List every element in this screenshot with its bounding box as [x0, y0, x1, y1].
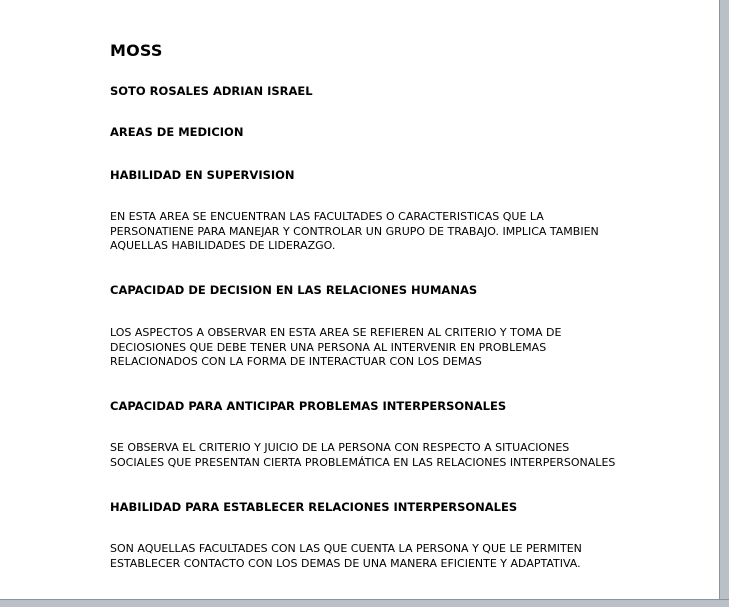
bottom-gutter	[0, 599, 729, 607]
area-description-relationships	[110, 542, 582, 571]
paragraph-line: LOS ASPECTOS A OBSERVAR EN ESTA AREA SE REFIEREN AL CRITERIO Y TOMA DE	[110, 326, 562, 339]
paragraph-line: PERSONATIENE PARA MANEJAR Y CONTROLAR UN GRUPO DE TRABAJO. IMPLICA TAMBIEN	[110, 224, 599, 238]
right-gutter	[719, 0, 729, 607]
author-name: SOTO ROSALES ADRIAN ISRAEL	[110, 84, 313, 98]
section-heading: AREAS DE MEDICION	[110, 125, 244, 139]
paragraph-line: DECIOSIONES QUE DEBE TENER UNA PERSONA AL INTERVENIR EN PROBLEMAS	[110, 340, 547, 354]
area-heading-relationships: HABILIDAD PARA ESTABLECER RELACIONES INTERPERSONALES	[110, 500, 518, 514]
paragraph-line: SE OBSERVA EL CRITERIO Y JUICIO DE LA PERSONA CON RESPECTO A SITUACIONES	[110, 441, 570, 454]
area-heading-supervision: HABILIDAD EN SUPERVISION	[110, 168, 295, 182]
document-title: MOSS	[110, 41, 163, 60]
area-heading-decision: CAPACIDAD DE DECISION EN LAS RELACIONES HUMANAS	[110, 283, 478, 297]
paragraph-line: EN ESTA AREA SE ENCUENTRAN LAS FACULTADES O CARACTERISTICAS QUE LA	[110, 210, 544, 223]
area-description-supervision	[110, 210, 599, 254]
paragraph-line: ESTABLECER CONTACTO CON LOS DEMAS DE UNA MANERA EFICIENTE Y ADAPTATIVA.	[110, 556, 581, 570]
area-description-anticipation	[110, 441, 615, 470]
paragraph-line: RELACIONADOS CON LA FORMA DE INTERACTUAR CON LOS DEMAS	[110, 355, 482, 369]
area-heading-anticipation: CAPACIDAD PARA ANTICIPAR PROBLEMAS INTERPERSONALES	[110, 399, 507, 413]
paragraph-line: SON AQUELLAS FACULTADES CON LAS QUE CUENTA LA PERSONA Y QUE LE PERMITEN	[110, 542, 582, 555]
area-description-decision	[110, 326, 561, 370]
paragraph-line: AQUELLAS HABILIDADES DE LIDERAZGO.	[110, 239, 336, 253]
paragraph-line: SOCIALES QUE PRESENTAN CIERTA PROBLEMÁTICA EN LAS RELACIONES INTERPERSONALES	[110, 455, 616, 469]
